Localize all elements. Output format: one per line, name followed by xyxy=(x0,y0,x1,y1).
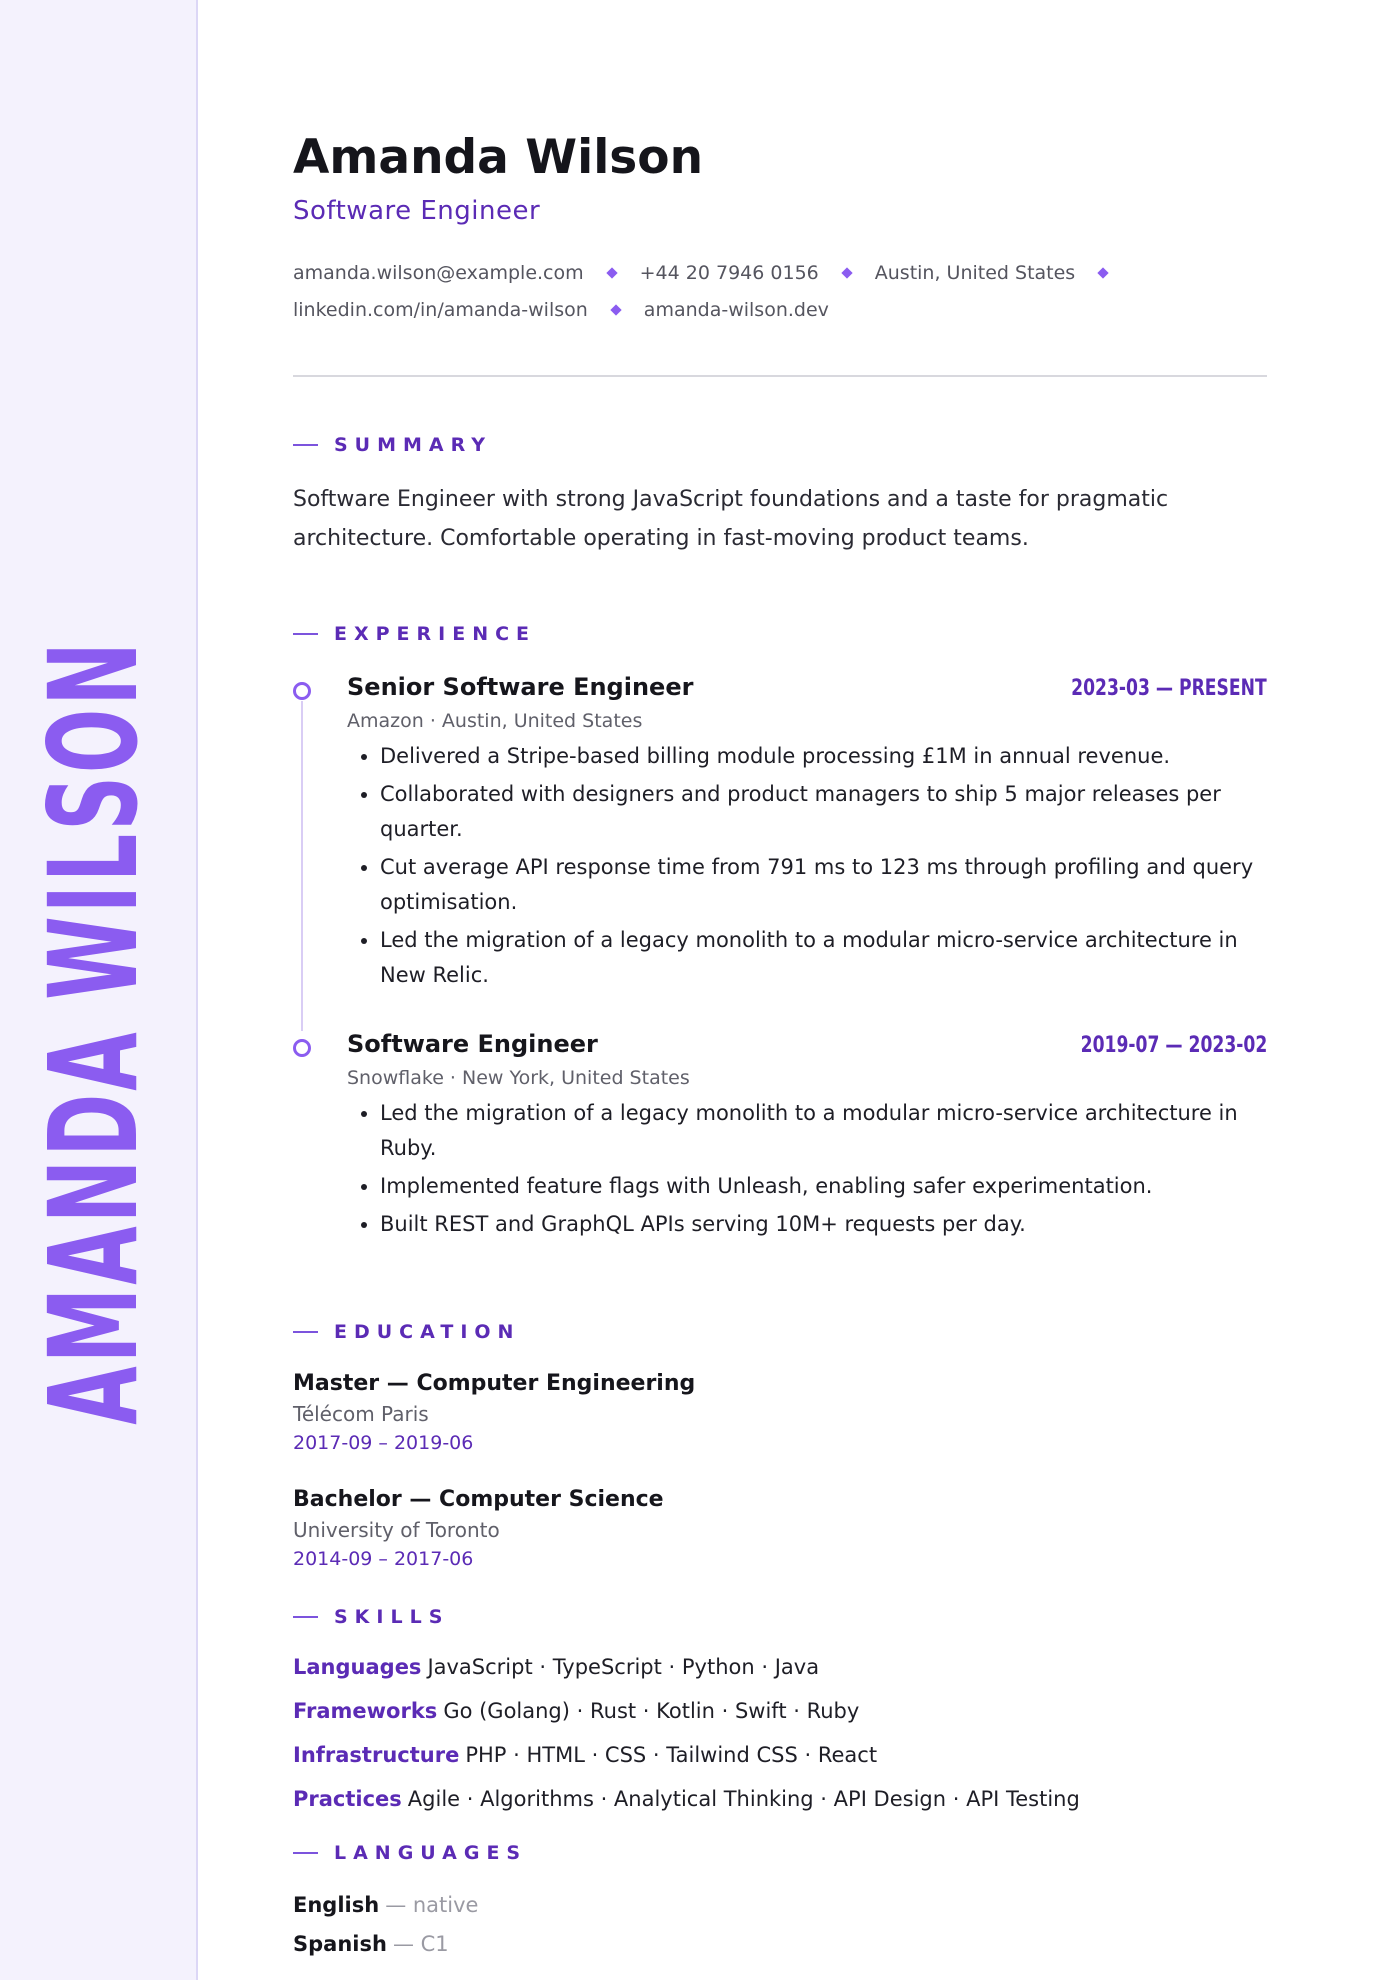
heading-dash xyxy=(293,1852,318,1854)
diamond-icon xyxy=(610,304,621,315)
skill-items: Agile · Algorithms · Analytical Thinking · API Design · API Testing xyxy=(407,1787,1080,1811)
experience-title: Senior Software Engineer xyxy=(347,673,694,701)
contact-email[interactable]: amanda.wilson@example.com xyxy=(293,261,584,284)
education-item xyxy=(293,1371,1267,1454)
skill-items: PHP · HTML · CSS · Tailwind CSS · React xyxy=(465,1743,878,1767)
person-name: Amanda Wilson xyxy=(293,130,704,185)
heading-dash xyxy=(293,444,318,446)
section-heading-text: SKILLS xyxy=(334,1606,450,1628)
language-name: Spanish xyxy=(293,1932,387,1956)
skill-items: JavaScript · TypeScript · Python · Java xyxy=(427,1655,820,1679)
education-dates: 2014-09 – 2017-06 xyxy=(293,1548,474,1570)
experience-bullets xyxy=(347,1096,1267,1242)
section-heading-education xyxy=(293,1321,520,1343)
skill-category: Infrastructure xyxy=(293,1743,460,1767)
timeline-dot xyxy=(293,1039,311,1057)
education-dates: 2017-09 – 2019-06 xyxy=(293,1432,474,1454)
experience-title: Software Engineer xyxy=(347,1030,598,1058)
language-name: English xyxy=(293,1893,380,1917)
skill-row xyxy=(293,1787,1267,1831)
contact-linkedin[interactable]: linkedin.com/in/amanda-wilson xyxy=(293,298,588,321)
contact-location: Austin, United States xyxy=(874,261,1076,284)
section-heading-experience xyxy=(293,623,536,645)
experience-bullets xyxy=(347,739,1267,993)
job-title-header: Software Engineer xyxy=(293,196,541,226)
experience-header xyxy=(347,1030,1267,1066)
education-school: Télécom Paris xyxy=(293,1402,429,1426)
contact-row xyxy=(293,291,1267,328)
experience-bullet: • Led the migration of a legacy monolith to a modular micro-service architecture in Ruby. xyxy=(380,1096,1267,1166)
experience-dates: 2019-07 — 2023-02 xyxy=(1080,1033,1267,1058)
experience-item xyxy=(347,673,1267,996)
section-heading-text: SUMMARY xyxy=(334,434,492,456)
language-row xyxy=(293,1932,1267,1971)
timeline-line xyxy=(301,701,303,1031)
contact-website[interactable]: amanda-wilson.dev xyxy=(643,298,829,321)
skill-category: Frameworks xyxy=(293,1699,438,1723)
education-item xyxy=(293,1487,1267,1570)
experience-bullet: • Delivered a Stripe-based billing module processing £1M in annual revenue. xyxy=(380,739,1267,774)
skill-row xyxy=(293,1655,1267,1699)
diamond-icon xyxy=(606,267,617,278)
header-divider xyxy=(293,375,1267,377)
experience-bullet: • Led the migration of a legacy monolith to a modular micro-service architecture in New Relic. xyxy=(380,923,1267,993)
experience-dates: 2023-03 — PRESENT xyxy=(1071,676,1267,701)
skill-row xyxy=(293,1699,1267,1743)
education-degree: Bachelor — Computer Science xyxy=(293,1487,664,1512)
language-level: — C1 xyxy=(392,1932,449,1956)
contact-info xyxy=(293,254,1267,328)
skill-row xyxy=(293,1743,1267,1787)
section-heading-text: EXPERIENCE xyxy=(334,623,537,645)
experience-item xyxy=(347,1030,1267,1245)
skill-category: Practices xyxy=(293,1787,402,1811)
heading-dash xyxy=(293,633,318,635)
experience-company: Snowflake · New York, United States xyxy=(347,1067,690,1089)
section-heading-text: LANGUAGES xyxy=(334,1842,528,1864)
diamond-icon xyxy=(1098,267,1109,278)
education-school: University of Toronto xyxy=(293,1518,500,1542)
section-heading-languages xyxy=(293,1842,527,1864)
sidebar xyxy=(0,0,198,1980)
summary-text: Software Engineer with strong JavaScript foundations and a taste for pragmatic architecture. Comfortable operating in fast-moving product teams. xyxy=(293,487,1169,551)
experience-company: Amazon · Austin, United States xyxy=(347,710,643,732)
heading-dash xyxy=(293,1331,318,1333)
section-heading-text: EDUCATION xyxy=(334,1321,521,1343)
experience-bullet: • Built REST and GraphQL APIs serving 10M+ requests per day. xyxy=(380,1207,1267,1242)
heading-dash xyxy=(293,1616,318,1618)
skills-list xyxy=(293,1655,1267,1831)
education-degree: Master — Computer Engineering xyxy=(293,1371,696,1396)
experience-bullet: • Cut average API response time from 791 ms to 123 ms through profiling and query optimisation. xyxy=(380,850,1267,920)
experience-bullet: • Collaborated with designers and product managers to ship 5 major releases per quarter. xyxy=(380,777,1267,847)
section-heading-summary xyxy=(293,434,492,456)
experience-header xyxy=(347,673,1267,709)
skill-items: Go (Golang) · Rust · Kotlin · Swift · Ruby xyxy=(443,1699,860,1723)
contact-phone[interactable]: +44 20 7946 0156 xyxy=(639,261,819,284)
skill-category: Languages xyxy=(293,1655,422,1679)
section-heading-skills xyxy=(293,1606,449,1628)
contact-row xyxy=(293,254,1267,291)
sidebar-name: AMANDA WILSON xyxy=(23,639,165,1425)
diamond-icon xyxy=(841,267,852,278)
timeline-dot xyxy=(293,682,311,700)
experience-bullet: • Implemented feature flags with Unleash, enabling safer experimentation. xyxy=(380,1169,1267,1204)
languages-list xyxy=(293,1893,1267,1971)
language-level: — native xyxy=(385,1893,479,1917)
language-row xyxy=(293,1893,1267,1932)
